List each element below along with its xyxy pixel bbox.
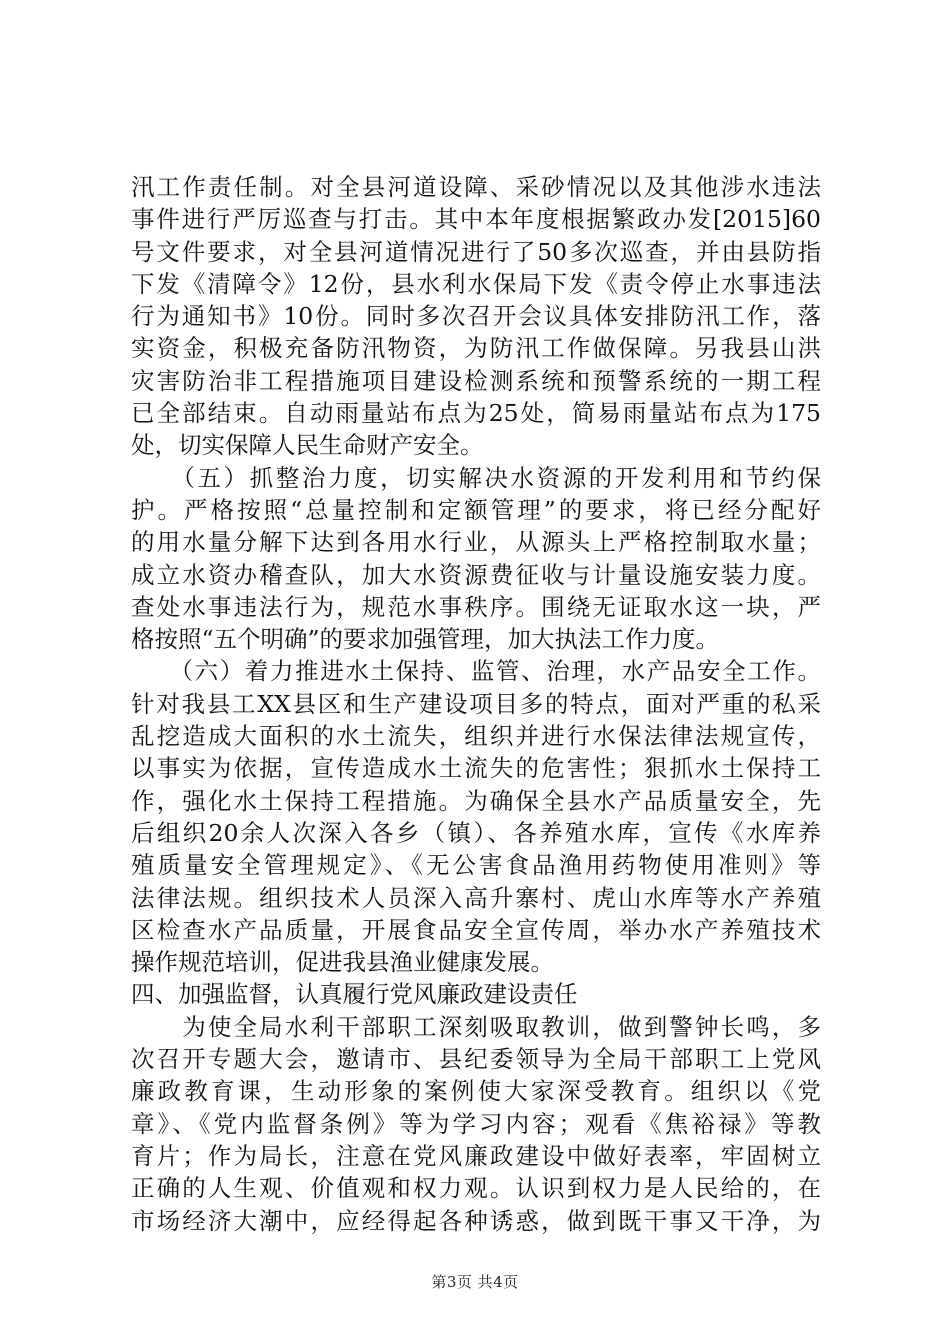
text-line: 护。严格按照“总量控制和定额管理”的要求，将已经分配好 <box>131 495 821 524</box>
text-line: 法律法规。组织技术人员深入高升寨村、虎山水库等水产养殖 <box>131 883 821 912</box>
text-line: 殖质量安全管理规定》、《无公害食品渔用药物使用准则》等 <box>131 851 821 880</box>
text-line: 汛工作责任制。对全县河道设障、采砂情况以及其他涉水违法 <box>131 173 821 201</box>
page-footer <box>0 1271 950 1292</box>
text-line: 事件进行严厉巡查与打击。其中本年度根据繁政办发[2015]60 <box>131 205 821 234</box>
text-line: 作，强化水土保持工程措施。为确保全县水产品质量安全，先 <box>131 786 821 815</box>
text-line: 处，切实保障人民生命财产安全。 <box>131 431 484 460</box>
text-line: 操作规范培训，促进我县渔业健康发展。 <box>131 948 554 977</box>
text-line: （六）着力推进水土保持、监管、治理，水产品安全工作。 <box>131 657 821 686</box>
text-line: 灾害防治非工程措施项目建设检测系统和预警系统的一期工程 <box>131 366 821 395</box>
text-line: 区检查水产品质量，开展食品安全宣传周，举办水产养殖技术 <box>131 915 821 944</box>
text-line: 下发《清障令》12份，县水利水保局下发《责令停止水事违法 <box>131 269 821 298</box>
text-line: 查处水事违法行为，规范水事秩序。围绕无证取水这一块，严 <box>131 592 821 621</box>
document-body <box>131 171 821 1237</box>
text-line: 次召开专题大会，邀请市、县纪委领导为全局干部职工上党风 <box>131 1045 821 1074</box>
text-line: 以事实为依据，宣传造成水土流失的危害性；狠抓水土保持工 <box>131 754 821 783</box>
text-line: 实资金，积极充备防汛物资，为防汛工作做保障。另我县山洪 <box>131 334 821 363</box>
text-line: 的用水量分解下达到各用水行业，从源头上严格控制取水量； <box>131 528 821 557</box>
text-line: 乱挖造成大面积的水土流失，组织并进行水保法律法规宣传， <box>131 722 821 751</box>
text-line: 市场经济大潮中，应经得起各种诱惑，做到既干事又干净，为 <box>131 1206 821 1235</box>
text-line: （五）抓整治力度，切实解决水资源的开发利用和节约保 <box>131 463 821 492</box>
page-number: 第3页 共4页 <box>431 1273 519 1291</box>
text-line: 育片；作为局长，注意在党风廉政建设中做好表率，牢固树立 <box>131 1141 821 1170</box>
text-line: 号文件要求，对全县河道情况进行了50多次巡查，并由县防指 <box>131 237 821 266</box>
text-line: 廉政教育课，生动形象的案例使大家深受教育。组织以《党 <box>131 1077 821 1106</box>
text-line: 成立水资办稽查队，加大水资源费征收与计量设施安装力度。 <box>131 560 821 589</box>
text-line: 为使全局水利干部职工深刻吸取教训，做到警钟长鸣，多 <box>131 1012 821 1041</box>
text-line: 已全部结束。自动雨量站布点为25处，简易雨量站布点为175 <box>131 399 821 428</box>
text-line: 章》、《党内监督条例》等为学习内容；观看《焦裕禄》等教 <box>131 1109 821 1138</box>
text-line: 后组织20余人次深入各乡（镇）、各养殖水库，宣传《水库养 <box>131 818 821 847</box>
text-line: 行为通知书》10份。同时多次召开会议具体安排防汛工作，落 <box>131 302 821 331</box>
section-heading: 四、加强监督，认真履行党风廉政建设责任 <box>131 980 578 1009</box>
text-line: 针对我县工XX县区和生产建设项目多的特点，面对严重的私采 <box>131 689 821 718</box>
text-line: 正确的人生观、价值观和权力观。认识到权力是人民给的，在 <box>131 1174 821 1203</box>
text-line: 格按照“五个明确”的要求加强管理，加大执法工作力度。 <box>131 625 720 654</box>
